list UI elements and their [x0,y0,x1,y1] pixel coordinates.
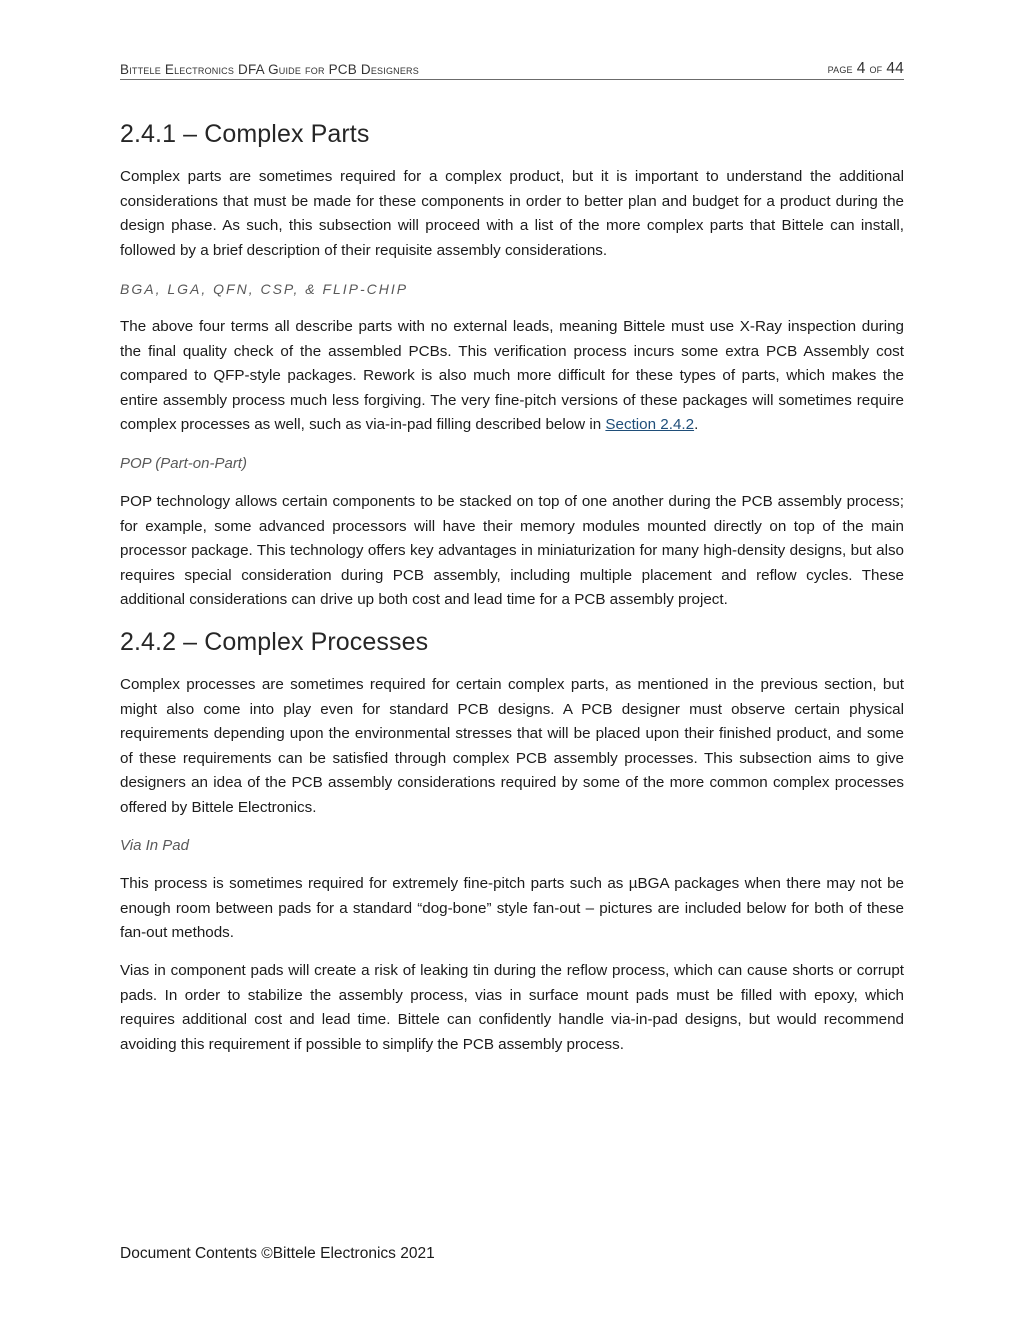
subheading-pop: POP (Part-on-Part) [120,455,247,472]
heading-complex-parts: 2.4.1 – Complex Parts [120,120,370,148]
header-page-number: page 4 of 44 [827,60,904,77]
via-paragraph-2: Vias in component pads will create a risk of leaking tin during the reflow process, which can cause shorts or corrupt pads. In order to stabilize the assembly process, vias in surface mount pads must be filled with epoxy, which requires additional cost and lead time. Bittele can confidently handle via-in-pad designs, but would recommend avoiding this requirement if possible to simplify the PCB assembly process. [120,962,904,1053]
section-2-4-2-link[interactable]: Section 2.4.2 [605,416,695,434]
complex-parts-intro: Complex parts are sometimes required for a complex product, but it is important to understand the additional considerations that must be made for these components in order to better plan and budget for a product during the design phase. As such, this subsection will proceed with a list of the more complex parts that Bittele can install, followed by a brief description of their requisite assembly considerations. [120,168,904,259]
complex-processes-intro: Complex processes are sometimes required for certain complex parts, as mentioned in the previous section, but might also come into play even for standard PCB designs. A PCB designer must observe certain physical requirements depending upon the environmental stresses that will be placed upon their finished product, and some of these requirements can be satisfied through complex PCB assembly processes. This subsection aims to give designers an idea of the PCB assembly considerations required by some of the more common complex processes offered by Bittele Electronics. [120,676,904,816]
document-page [120,0,904,1325]
via-paragraph-1: This process is sometimes required for extremely fine-pitch parts such as µBGA packages when there may not be enough room between pads for a standard “dog-bone” style fan-out – pictures are included below for both of these fan-out methods. [120,875,904,942]
header-title: Bittele Electronics DFA Guide for PCB Designers [120,62,419,77]
subheading-bga: BGA, LGA, QFN, CSP, & FLIP-CHIP [120,281,409,297]
heading-complex-processes: 2.4.2 – Complex Processes [120,628,429,656]
page-footer: Document Contents ©Bittele Electronics 2021 [120,1245,435,1262]
page-header [120,60,904,80]
pop-paragraph: POP technology allows certain components to be stacked on top of one another during the PCB assembly process; for example, some advanced processors will have their memory modules mounted directly on top of the main processor package. This technology offers key advantages in miniaturization for many high-density designs, but also requires special consideration during PCB assembly, including multiple placement and reflow cycles. These additional considerations can drive up both cost and lead time for a PCB assembly project. [120,493,904,609]
subheading-via-in-pad: Via In Pad [120,837,189,854]
bga-paragraph: The above four terms all describe parts with no external leads, meaning Bittele must use X-Ray inspection during the final quality check of the assembled PCBs. This verification process incurs some extra PCB Assembly cost compared to QFP-style packages. Rework is also much more difficult for these types of parts, which makes the entire assembly process much less forgiving. The very fine-pitch versions of these packages will sometimes require complex processes as well, such as via-in-pad filling described below in Section 2.4.2. [120,318,904,434]
